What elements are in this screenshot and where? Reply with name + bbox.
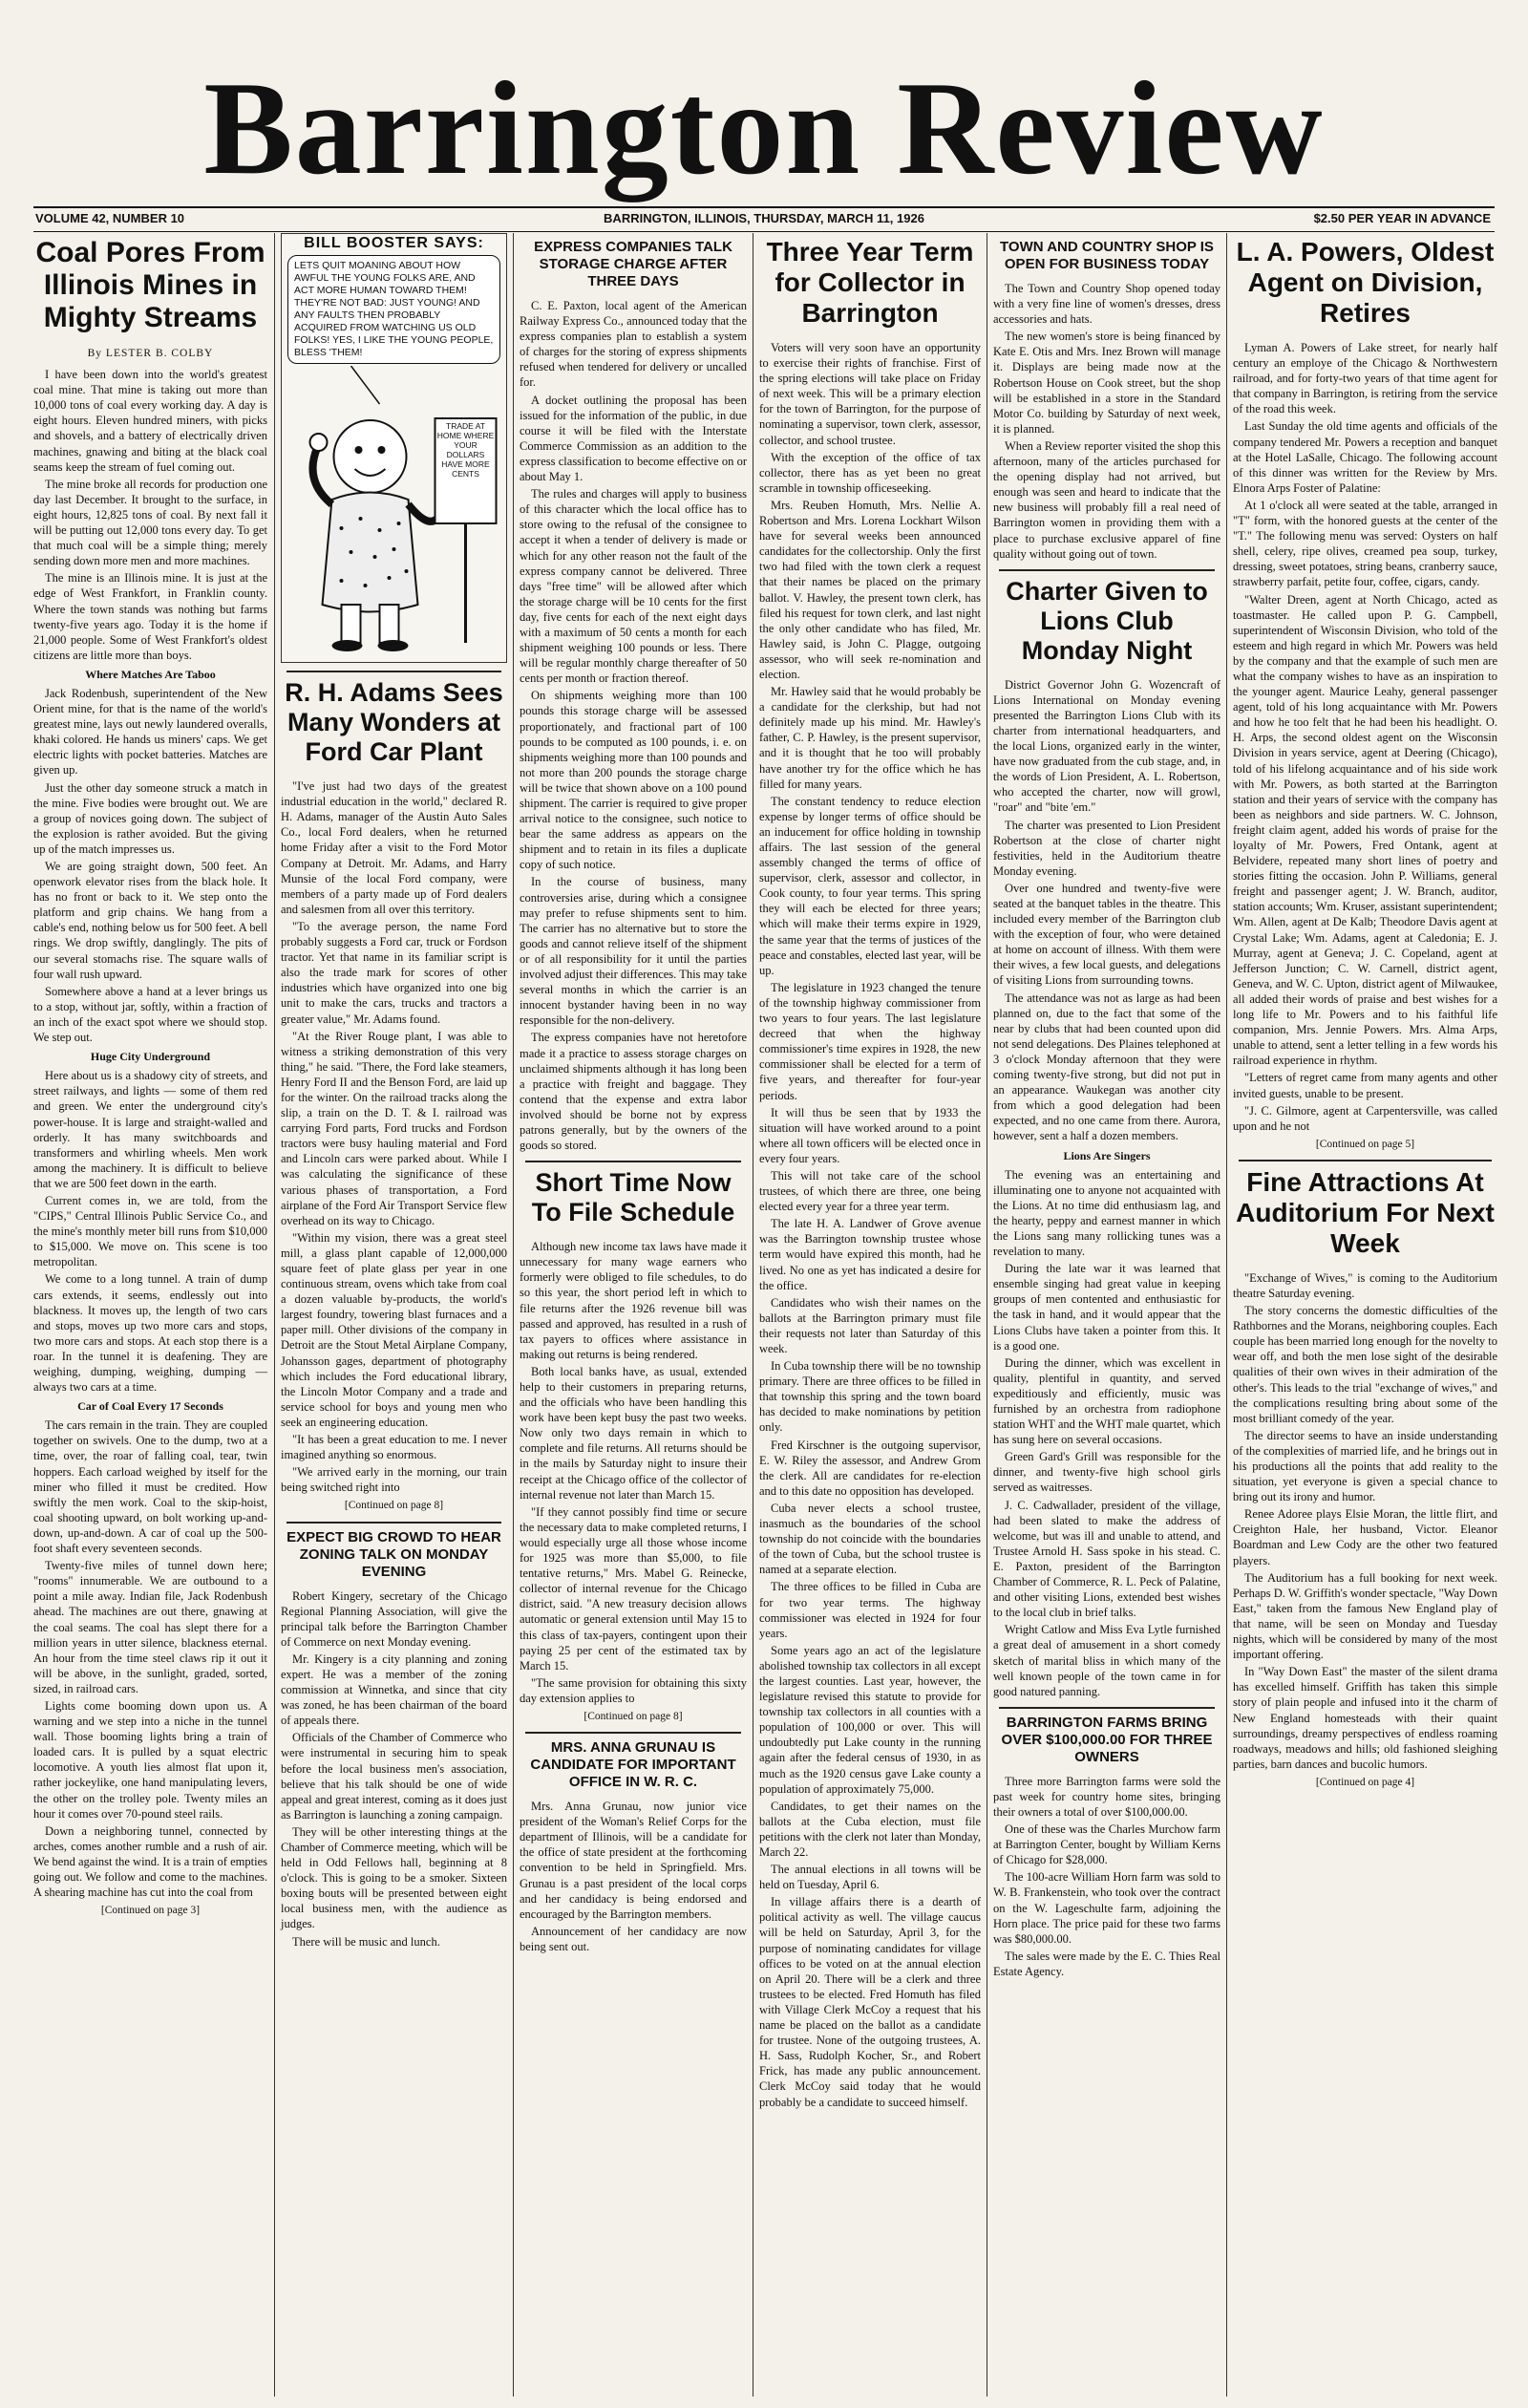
paragraph: In Cuba township there will be no township primary. There are three offices to be filled in that township this spring and the town board has decided to make nominations by petition only.: [759, 1359, 981, 1435]
paragraph: The rules and charges will apply to business of this character which the local office has to store owing to the refusal of the consignee to accept it when a tender of delivery is made or which for any other reason not the fault of the express company cannot be delivered. Three days "free time" will be allowed after which the storage charge will be 10 cents for the first day, five cents for each of the next eight days with a maximum of 50 cents a month for each shipment weighing 100 pounds or less. There will be regular monthly charge thereafter of 50 cents per month or fraction thereof.: [520, 487, 747, 686]
subheading: Huge City Underground: [90, 1050, 211, 1064]
paragraph: The director seems to have an inside understanding of the complexities of married life, and he brings out in his productions all the points that add reality to the situation, yet everyone is given a special chance to bring out its irony and humor.: [1233, 1428, 1497, 1504]
headline-coal-mines: Coal Pores From Illinois Mines in Mighty Streams: [35, 237, 265, 333]
dateline-bar: [33, 206, 1495, 232]
paragraph: Cuba never elects a school trustee, inasmuch as the boundaries of the school township do not coincide with the boundaries of the town of Cuba, but the school trustee is named at a separate election.: [759, 1501, 981, 1577]
paragraph: When a Review reporter visited the shop this afternoon, many of the articles purchased for the opening display had not arrived, but enough was seen and heard to indicate that the new business will probably fill a real need of Barrington women in providing them with a place to purchase exclusive apparel of fine quality without going out of town.: [993, 438, 1220, 561]
paragraph: The attendance was not as large as had been planned on, due to the fact that some of the near by clubs that had been counted upon did not send delegations. Des Plaines telephoned at 3 o'clock Monday afternoon that they were coming twenty-five strong, but did not put in an appearance. Waukegan was another city from which a good delegation had been expected, and no one came from there. Aurora, however, sent a half a dozen members.: [993, 991, 1220, 1143]
paragraph: Fred Kirschner is the outgoing supervisor, E. W. Riley the assessor, and Andrew Grom the clerk. All are candidates for re-election and to this date no opposition has developed.: [759, 1438, 981, 1498]
headline-zoning-talk: EXPECT BIG CROWD TO HEAR ZONING TALK ON MONDAY EVENING: [286, 1528, 501, 1580]
headline-anna-grunau: MRS. ANNA GRUNAU IS CANDIDATE FOR IMPORTANT OFFICE IN W. R. C.: [530, 1739, 736, 1791]
paragraph: "Letters of regret came from many agents and other invited guests, unable to be present.: [1233, 1071, 1497, 1100]
paragraph: Announcement of her candidacy are now being sent out.: [520, 1924, 747, 1953]
divider: [525, 1732, 741, 1734]
paragraph: The evening was an entertaining and illuminating one to anyone not acquainted with the Lions. At no time did enthusiasm lag, and the hearty, peppy and earnest manner in which the Lions sang many rollicking tunes was a revelation to many.: [993, 1167, 1220, 1259]
newspaper-title: Barrington Review: [203, 54, 1325, 202]
paragraph: In the course of business, many controversies arise, during which a consignee may prefer to refuse shipments sent to him. The carrier has no alternative but to store the goods and cannot relieve itself of the shipment or of all responsibility for it until the parties involved adjust their differences. This may take several months in which the carrier is an innocent bystander having been in no way responsible for the non-delivery.: [520, 875, 748, 1028]
paragraph: During the late war it was learned that ensemble singing had great value in keeping groups of men contented and enthusiastic for the task in hand, and it would appear that the Lions Clubs have taken a pointer from this. It is a good one.: [993, 1262, 1220, 1353]
paragraph: The late H. A. Landwer of Grove avenue was the Barrington township trustee whose term would have expired this month, had he lived. No one as yet has indicated a desire for the office.: [759, 1217, 981, 1292]
speech-bubble: LETS QUIT MOANING ABOUT HOW AWFUL THE YOUNG FOLKS ARE, AND ACT MORE HUMAN TOWARD THEM! THEY'RE NOT BAD: JUST YOUNG! AND ANY FAULTS THEN PROBABLY ACQUIRED FROM WATCHING US OLD FOLKS! YES, I LIKE THE YOUNG PEOPLE, BLESS 'THEM!: [287, 255, 500, 364]
paragraph: Officials of the Chamber of Commerce who were instrumental in securing him to speak before the local business men's association, believe that his talk should be one of wide appeal and great interest, coming as it does just as Barrington is launching a zoning campaign.: [281, 1731, 507, 1822]
paragraph: "Within my vision, there was a great steel mill, a glass plant capable of 12,000,000 square feet of plate glass per year in one continuous stream, ovens which take from coal a dozen valuable by-products, the world's largest foundry, towering blast furnaces and a paper mill. Other divisions of the company in Detroit are the Stout Metal Airplane Company, Johansson gages, department of photography which includes the Ford educational library, the Lincoln Motor Company and a trade and service school for boys and young men who seek an engineering education.: [281, 1230, 507, 1429]
paragraph: "Walter Dreen, agent at North Chicago, acted as toastmaster. He called upon P. G. Campbell, superintendent of Wisconsin Division, who told of the esteem and high regard in which Mr. Powers was held by the company and that the example of such men are what the company wishes to have as an inspiration to the younger agent. Maurice Leahy, general passenger agent, told of his long acquaintance with Mr. Powers and how he too felt that he had been his headlight. O. H. Arps, the second oldest agent on the Wisconsin Division in years service, agent at Deering (Chicago), told of his lifelong acquaintance and of his side work with Mr. Powers, as both started at the Barrington station and their years of service with the company has been as neighbors and side partners. W. C. Johnson, freight claim agent, added his words of praise for the loyalty of Mr. Powers, Fred Ontank, agent at Belvidere, repeated many short lines of poetry and stories fitting the occasion. John P. Williams, general freight and passenger agent; J. W. Branch, auditor, station accounts; Wm. Kruser, assistant superintendent; Wm. Allen, agent at De Kalb; Theodore Davis agent at Crystal Lake; Wm. Adams, agent at Caledonia; E. J. Murray, agent at Geneva; J. C. Copeland, agent at Jefferson Junction; C. W. Carnell, district agent, Geneva, and W. C. Upton, district agent of Milwaukee, all added their words of praise and best wishes for a long life to Mr. Powers and to his faithful life companion, Mrs. Jennie Powers. Mrs. Alma Arps, unable to attend, sent a letter telling in a few words his railroad experience in rhythm.: [1233, 592, 1497, 1068]
paragraph: The sales were made by the E. C. Thies Real Estate Agency.: [993, 1949, 1220, 1978]
paragraph: With the exception of the office of tax collector, there has as yet been no great scramble in township officeseeking.: [759, 450, 981, 495]
headline-town-country-shop: TOWN AND COUNTRY SHOP IS OPEN FOR BUSINESS TODAY: [1000, 239, 1214, 272]
volume-number: VOLUME 42, NUMBER 10: [35, 211, 185, 225]
masthead: [57, 54, 1471, 202]
paragraph: One of these was the Charles Murchow farm at Barrington Center, bought by William Kerns of Chicago for $28,000.: [993, 1822, 1220, 1867]
paragraph: The constant tendency to reduce election expense by longer terms of office should be an inducement for office holding in township affairs. The last session of the general assembly changed the terms of office of supervisor, clerk, assessor and collector, in Cook county, to four year terms. This spring they will each be elected for three years; which will make their terms expire in 1929, the same year that the terms of justices of the peace and constables, elected last year, will be up.: [759, 794, 981, 977]
byline: By LESTER B. COLBY: [87, 348, 214, 359]
paragraph: There will be music and lunch.: [292, 1934, 440, 1949]
paragraph: Candidates who wish their names on the ballots at the Barrington primary must file their requests not later than Saturday of this week.: [759, 1295, 981, 1355]
column-5: [987, 233, 1226, 2397]
paragraph: "The same provision for obtaining this sixty day extension applies to: [520, 1675, 747, 1705]
continued-note: [Continued on page 5]: [1315, 1138, 1415, 1150]
paragraph: This will not take care of the school trustees, of which there are three, one being elected every year for a three year term.: [759, 1168, 981, 1214]
paragraph: It will thus be seen that by 1933 the situation will have worked around to a point where all town officers will be elected once in every four years.: [759, 1105, 981, 1165]
headline-auditorium: Fine Attractions At Auditorium For Next Week: [1236, 1166, 1495, 1258]
headline-collector-term: Three Year Term for Collector in Barrington: [766, 237, 974, 328]
paragraph: Current comes in, we are told, from the "CIPS," Central Illinois Public Service Co., and the mine's monthly meter bill runs from $10,000 to $15,000. We move on. This scene is too metropolitan.: [33, 1193, 267, 1269]
continued-note: [Continued on page 4]: [1315, 1776, 1415, 1788]
paragraph: We come to a long tunnel. A train of dump cars extends, it seems, endlessly out into blackness. It moves up, the length of two cars and stops, moves up two more cars and stops, two more cars and stops. At each stop there is a roar. In the tunnel it is deafening. They are weighing, dumping, weighing, dumping — always two cars at a time.: [33, 1272, 267, 1395]
continued-note: [Continued on page 3]: [100, 1905, 201, 1917]
paragraph: A docket outlining the proposal has been issued for the information of the public, in due course it will be filed with the Interstate Commerce Commission as an addition to the express classification to become effective on or about May 1.: [520, 393, 747, 484]
column-3: [513, 233, 753, 2397]
paragraph: Here about us is a shadowy city of streets, and street railways, and lights — some of them red and green. We enter the underground city's power-house. It is large and straight-walled and orderly. It has many switchboards and transformers and whirling wheels. Men work among the machinery. It is difficult to believe that we are 500 feet down in the earth.: [33, 1069, 267, 1190]
divider: [286, 1522, 501, 1524]
paragraph: The mine is an Illinois mine. It is just at the edge of West Frankfort, in Franklin county. Where the town stands was nothing but farms twenty-five years ago. Today it is the home if 21,000 people. Some of West Frankfort's oldest citizens are little more than boys.: [33, 571, 267, 662]
headline-lions-club: Charter Given to Lions Club Monday Night: [1006, 576, 1208, 665]
paragraph: Mr. Hawley said that he would probably be a candidate for the clerkship, but had not definitely made up his mind. Mr. Hawley's father, C. P. Hawley, is the present supervisor, and it is thought that he too will probably have another try for the office which he has filled for many years.: [759, 685, 981, 791]
paragraph: Down a neighboring tunnel, connected by arches, comes another rumble and a rush of air. We bend against the wind. It is a train of empties going out. We follow and come to the machines. A shearing machine has cut into the coal from: [33, 1823, 267, 1900]
paragraph: "If they cannot possibly find time or secure the necessary data to make completed returns, I would especially urge all those whose income for 1925 was more than $5,000, to file tentative returns," Mrs. Mabel G. Reinecke, collector of internal revenue for the Chicago district, said. "A new treasury decision allows automatic or general extension until May 15 to this class of tax-payers, contingent upon their paying 25 per cent of the estimated tax by March 15.: [520, 1504, 747, 1673]
paragraph: Renee Adoree plays Elsie Moran, the little flirt, and Creighton Hale, her husband, Victor. Eleanor Boardman and Lew Cody are the other two featured players.: [1233, 1507, 1497, 1567]
paragraph: "I've just had two days of the greatest industrial education in the world," declared R. H. Adams, manager of the Austin Auto Sales Co., local Ford dealers, when he returned home Friday after a visit to the Ford Motor Company at Detroit. Mr. Adams, and Harry Munsie of the local Ford company, were members of a party made up of Ford dealers and salesmen from all over this territory.: [281, 779, 507, 916]
column-1: [33, 233, 273, 2397]
divider: [999, 1707, 1215, 1709]
paragraph: Twenty-five miles of tunnel down here; "rooms" innumerable. We are outbound to a point a mile away. Indian file, Jack Rodenbush ahead. The machines are out there, gnawing at the coal seams. The coal has slept there for a million years in utter silence, blackness eternal. An hour from the time steel claws rip it out it will be above, in the sunlight, graded, sorted, sized, in railroad cars.: [33, 1559, 267, 1695]
paragraph: Voters will very soon have an opportunity to exercise their rights of franchise. First of the spring elections will take place on Friday of next week. This will be a primary election for the town of Barrington, for the purpose of nominating a supervisor, town clerk, assessor, collector, and school trustee.: [759, 341, 981, 447]
paragraph: The mine broke all records for production one day last December. It brought to the surface, in eight hours, 12,825 tons of coal. By next fall it will be putting out 12,000 tons every day. To get that much coal will be a simple thing; merely sending down more men and more machines.: [33, 477, 267, 568]
paragraph: Lights come booming down upon us. A warning and we step into a niche in the tunnel wall. Those booming lights bring a train of loaded cars. It is pulled by a squat electric locomotive. A youth lies almost flat upon it, rather jockeylike, one hand manipulating levers, the other on the trolley pole. Twenty miles an hour it comes over 70-pound steel rails.: [33, 1698, 267, 1821]
paragraph: Mrs. Anna Grunau, now junior vice president of the Woman's Relief Corps for the department of Illinois, will be a candidate for the office of state president at the forthcoming convention to be held in Springfield. Mrs. Grunau is a past president of the local corps and her candidacy is being endorsed and encouraged by the Barrington members.: [520, 1800, 747, 1921]
paragraph: Somewhere above a hand at a lever brings us to a stop, without jar, softly, within a fraction of an inch of the exact spot where we should stop. We step out.: [33, 984, 267, 1045]
continued-note: [Continued on page 8]: [344, 1500, 444, 1512]
divider: [1239, 1160, 1492, 1161]
headline-ford-plant: R. H. Adams Sees Many Wonders at Ford Car Plant: [285, 678, 503, 767]
subheading: Car of Coal Every 17 Seconds: [77, 1399, 223, 1414]
paragraph: The three offices to be filled in Cuba are for two year terms. The highway commissioner was elected in 1924 for four years.: [759, 1580, 981, 1640]
divider: [286, 671, 501, 672]
paragraph: The Town and Country Shop opened today with a very fine line of women's dresses, dress accessories and hats.: [993, 282, 1220, 327]
sign-text: TRADE AT HOME WHERE YOUR DOLLARS HAVE MORE CENTS: [436, 421, 495, 479]
paragraph: Over one hundred and twenty-five were seated at the banquet tables in the theatre. This included every member of the Barrington club with the exception of four, who were detained at home on account of illness. With them were their wives, a few local guests, and delegations of visiting Lions from surrounding towns.: [993, 881, 1220, 988]
paragraph: Candidates, to get their names on the ballots at the Cuba election, must file petitions with the clerk not later than Monday, March 22.: [759, 1799, 981, 1859]
paragraph: On shipments weighing more than 100 pounds this storage charge will be assessed proportionately, and fractional part of 100 pounds to be computed as 100 pounds, i. e. on shipments weighing more than 100 pounds and not more than 200 pounds the storage charge will be twice that shown above on a 100 pound shipment. The carrier is required to give proper arrival notice to the consignee, such notice to bear the same address as appears on the shipment and to retain in its files a duplicate copy of such notice.: [520, 689, 747, 872]
paragraph: Three more Barrington farms were sold the past week for country home sites, bringing their owners a total of over $100,000.00.: [993, 1774, 1220, 1819]
paragraph: Lyman A. Powers of Lake street, for nearly half century an employe of the Chicago & Northwestern railroad, and for forty-two years of that time agent for that company in Barrington, is retiring from the service of the road this week.: [1233, 341, 1497, 416]
paragraph: The cars remain in the train. They are coupled together on swivels. One to the dump, two at a time, over, the roar of falling coal, tear, twin hoppers. Each carload weighed by itself for the miner who filled it must be credited. How swiftly the men work. Coal to the skip-hoist, coal shooting upward, on bolt working up-and-down, up-and-down. A car of coal up the 500-foot shaft every seventeen seconds.: [33, 1418, 267, 1556]
headline-powers-retires: L. A. Powers, Oldest Agent on Division, Retires: [1236, 237, 1495, 328]
headline-barrington-farms: BARRINGTON FARMS BRING OVER $100,000.00 FOR THREE OWNERS: [1001, 1714, 1213, 1765]
paragraph: "Exchange of Wives," is coming to the Auditorium theatre Saturday evening.: [1233, 1270, 1497, 1300]
paragraph: Some years ago an act of the legislature abolished township tax collectors in all except the largest counties. Last year, however, the legislature revised this statute to provide for township tax collectors in all counties with a population of 100,000 or over. This will undoubtedly put Lake county in the running again after the federal census of 1930, in as much as the 1920 census gave Lake county a population of approximately 75,000.: [759, 1643, 981, 1796]
paragraph: "We arrived early in the morning, our train being switched right into: [281, 1465, 507, 1495]
subheading: Lions Are Singers: [1063, 1148, 1151, 1162]
headline-file-schedule: Short Time Now To File Schedule: [531, 1168, 735, 1227]
subheading: Where Matches Are Taboo: [85, 667, 216, 681]
paragraph: Last Sunday the old time agents and officials of the company tendered Mr. Powers a reception and banquet at the Hotel LaSalle, Chicago. The following account of this dinner was written for the Review by Mrs. Elnora Arps Foster of Palatine:: [1233, 419, 1497, 495]
bill-booster-figure-icon: [282, 366, 506, 662]
divider: [999, 569, 1215, 571]
paragraph: At 1 o'clock all were seated at the table, arranged in "T" form, with the honored guests at the center of the "T." The following menu was served: Oysters on half shell, celery, ripe olives, creamed pea soup, turkey, dressing, sweet potatoes, string beans, cranberry sauce, strawberry parfait, petite four, coffee, cigars, candy.: [1233, 498, 1497, 589]
paragraph: The story concerns the domestic difficulties of the Rathbornes and the Morans, neighboring couples. Each couple has been married long enough for the novelty to wear off, and both the men lose sight of the desirable qualities of their own wives in their admiration of the other's. This leads to the trial "exchange of wives," and the complications resulting bring about some of the most brilliant comedy of the year.: [1233, 1304, 1498, 1425]
paragraph: They will be other interesting things at the Chamber of Commerce meeting, which will be held in Odd Fellows hall, beginning at 8 o'clock. This is going to be a smoker. Sixteen boxing bouts will be presented between eight local business men, with the audience as judges.: [281, 1824, 507, 1931]
paragraph: Jack Rodenbush, superintendent of the New Orient mine, for that is the name of the world's greatest mine, lays out newly laundered overalls, khaki colored. He hands us miners' caps. We get electric lights with pocket batteries. Matches are given up.: [33, 686, 267, 778]
paragraph: C. E. Paxton, local agent of the American Railway Express Co., announced today that the express companies plan to establish a system of charges for the storing of express shipments refused when tendered for delivery or uncalled for.: [520, 299, 747, 390]
paragraph: We are going straight down, 500 feet. An openwork elevator rises from the black hole. It has no front or back to it. We step onto the platform and grip chains. We hang from a cable's end, nothing below us for 500 feet. A bell rings. We drop swiftly, danglingly. The pits of our several stomachs rise. The square walls of four wall rush upward.: [33, 860, 267, 981]
divider: [525, 1161, 741, 1162]
place-date: BARRINGTON, ILLINOIS, THURSDAY, MARCH 11, 1926: [604, 211, 924, 225]
paragraph: "J. C. Gilmore, agent at Carpentersville, was called upon and he not: [1233, 1103, 1497, 1133]
paragraph: Just the other day someone struck a match in the mine. Five bodies were brought out. We are a group of novices going down. The subject of the explosion is rather avoided. But the giving up of the match impresses us.: [33, 780, 267, 856]
paragraph: Mr. Kingery is a city planning and zoning expert. He was a member of the zoning commission at Winnetka, and since that city was zoned, he has been chairman of the board of appeals there.: [281, 1652, 507, 1728]
paragraph: The charter was presented to Lion President Robertson at the close of charter night festivities, held in the Auditorium theatre Monday evening.: [993, 818, 1220, 878]
headline-express-companies: EXPRESS COMPANIES TALK STORAGE CHARGE AFTER THREE DAYS: [534, 239, 732, 289]
paragraph: The legislature in 1923 changed the tenure of the township highway commissioner from two years to four years. The last legislature decreed that when the highway commissioner's time expires in 1928, the new commissioner shall be elected for a term of five years, and thereafter for four-year periods.: [759, 980, 981, 1102]
column-6: [1226, 233, 1501, 2397]
column-2: [274, 233, 513, 2397]
paragraph: Green Gard's Grill was responsible for the dinner, and twenty-five high school girls served as waitresses.: [993, 1450, 1220, 1495]
paragraph: The 100-acre William Horn farm was sold to W. B. Frankenstein, who took over the contract on the W. Lageschulte farm, adjoining the Horn place. The price paid for these two farms was $80,000.00.: [993, 1870, 1220, 1946]
paragraph: "It has been a great education to me. I never imagined anything so enormous.: [281, 1433, 507, 1462]
continued-note: [Continued on page 8]: [584, 1710, 683, 1722]
paragraph: Mrs. Reuben Homuth, Mrs. Nellie A. Robertson and Mrs. Lorena Lockhart Wilson have for several weeks been announced candidates for the collectorship. Only the first two had filed with the town clerk a request that their names be placed on the primary ballot. V. Hawley, the present town clerk, has filed his request for town clerk, and last night the only other candidate who has filed, Mr. Hawley said, is John C. Plagge, outgoing assessor, who will seek re-nomination and election.: [759, 498, 981, 681]
paragraph: Wright Catlow and Miss Eva Lytle furnished a great deal of amusement in a short comedy sketch of marital bliss in which many of the well known people of the town came in for good natured panning.: [993, 1623, 1220, 1698]
paragraph: The express companies have not heretofore made it a practice to assess storage charges on unclaimed shipments although it has long been a practice with freight and baggage. They contend that the expense and extra labor involved should be borne not by express patrons generally, but by the owners of the goods so stored.: [520, 1031, 747, 1153]
paragraph: In "Way Down East" the master of the silent drama has excelled himself. Griffith has taken this simple story of plain people and infused into it the charm of New England homesteads with their quaint surroundings, dreamy perspectives of endless roaming roadways, meadows and hills; old fashioned sleighing parties, barn dances and bucolic humors.: [1233, 1665, 1497, 1771]
paragraph: The Auditorium has a full booking for next week. Perhaps D. W. Griffith's wonder spectacle, "Way Down East," taken from the famous New England play of that name, will be seen on Monday and Tuesday nights, which will be considered by many of the most important offering.: [1233, 1570, 1497, 1662]
paragraph: In village affairs there is a dearth of political activity as well. The village caucus will be held on Saturday, April 3, for the purpose of nominating candidates for village offices to be voted on at the annual election on April 20. There will be a clerk and three trustees to be elected. Fred Homuth has filed with Village Clerk McCoy a request that his name be placed on the ballot as a candidate for trustee. None of the outgoing trustees, A. H. Sass, Rudolph Kocher, Sr., and Robert Frick, has made any public announcement. Clerk McCoy said today that he would probably be a candidate to succeed himself.: [759, 1895, 981, 2109]
paragraph: J. C. Cadwallader, president of the village, had been slated to make the address of welcome, but was ill and unable to attend, and Trustee Arnold H. Sass spoke in his stead. C. E. Paxton, president of the Barrington Chamber of Commerce, R. L. Peck of Palatine, and other visiting Lions, extended best wishes to the local club in brief talks.: [993, 1498, 1220, 1620]
paragraph: During the dinner, which was excellent in quality, plentiful in quantity, and served expeditiously and efficiently, music was furnished by an orchestra from radiophone station WHT and the WHT male quartet, which has sung here on several occasions.: [993, 1355, 1220, 1447]
paragraph: "At the River Rouge plant, I was able to witness a striking demonstration of this very thing," he said. "There, the Ford lake steamers, Henry Ford II and the Benson Ford, are laid up for the winter. On the railroad tracks along the slip, a train on the D. T. & I. railroad was carrying Ford parts, Ford trucks and Fordson tractors were busy hauling material and Ford and Lincoln cars were parked about. While I was calculating the significance of these various phases of transportation, a Ford airplane of the Ford Air Transport Service flew overhead on its way to Chicago.: [281, 1029, 507, 1227]
paragraph: "To the average person, the name Ford probably suggests a Ford car, truck or Fordson tractor. Yet that name in its familiar script is also the trade mark for scores of other industries which have organized into one big unit to make the cars, trucks and tractors a greater value," Mr. Adams found.: [281, 919, 507, 1026]
paragraph: Although new income tax laws have made it unnecessary for many wage earners who formerly were obliged to file schedules, to do so this year, the short period left in which to file returns after the 1926 revenue bill was passed and approved, has resulted in a rush of tax payers to offices where assistance in making out returns is being rendered.: [520, 1240, 747, 1361]
bill-booster-cartoon: [281, 233, 507, 663]
subscription-price: $2.50 PER YEAR IN ADVANCE: [1313, 211, 1491, 225]
paragraph: I have been down into the world's greatest coal mine. That mine is taking out more than 10,000 tons of coal every working day. A day is eight hours. Eleven hundred miners, with picks and shovels, and a battery of electrically driven machines, gnawing and biting at the black coal seams keep the stream of fuel coming out.: [33, 368, 267, 474]
paragraph: Both local banks have, as usual, extended help to their customers in preparing returns, and the officials who have been handling this work have been kept busy the past two weeks. Now only two days remain in which to complete and file returns. All returns should be in the mails by Saturday night to insure their receipt at the Chicago office of the collector of internal revenue not later than March 15.: [520, 1364, 747, 1502]
paragraph: Robert Kingery, secretary of the Chicago Regional Planning Association, will give the principal talk before the Barrington Chamber of Commerce on next Monday evening.: [281, 1588, 507, 1649]
paragraph: The annual elections in all towns will be held on Tuesday, April 6.: [759, 1863, 981, 1892]
paragraph: The new women's store is being financed by Kate E. Otis and Mrs. Inez Brown will manage it. Displays are being made now at the Robertson House on Cook street, but the shop will be established in a store in the Standard Motor Co. building by Saturday of next week, it is planned.: [993, 330, 1220, 436]
column-4: [753, 233, 987, 2397]
cartoon-title: BILL BOOSTER SAYS:: [304, 235, 484, 251]
paragraph: District Governor John G. Wozencraft of Lions International on Monday evening presented the Barrington Lions Club with its charter from international headquarters, and the local Lions, organized early in the winter, have now graduated from the cub stage, and, in the words of Lion President, A. L. Robertson, who accepted the charter, now will growl, "roar" and "bite 'em.": [993, 677, 1220, 815]
